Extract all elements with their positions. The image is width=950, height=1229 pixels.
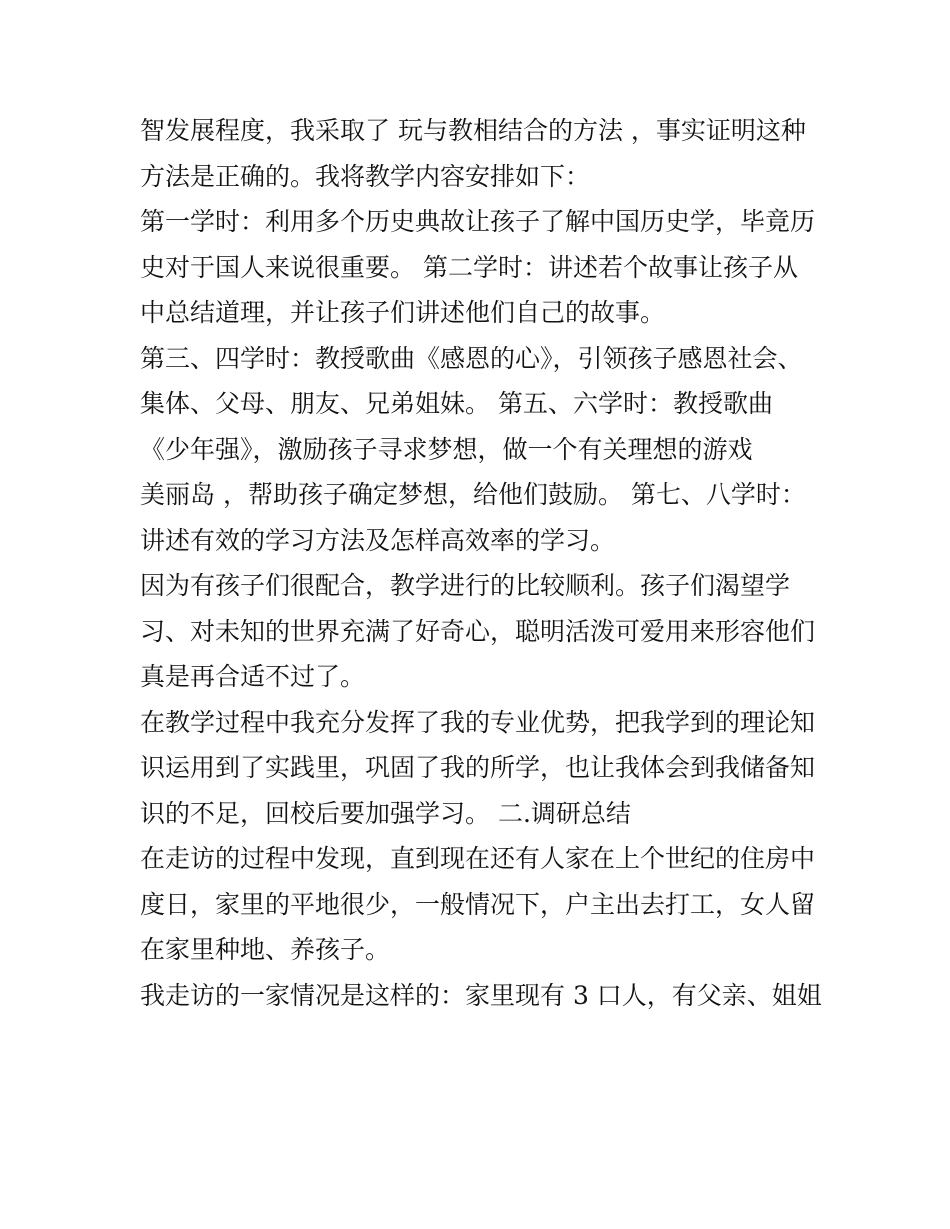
- text-line: 《少年强》，激励孩子寻求梦想，做一个有关理想的游戏: [140, 434, 753, 464]
- text-line: 美丽岛 ，帮助孩子确定梦想，给他们鼓励。 第七、八学时：: [140, 480, 806, 509]
- text-line: 中总结道理，并让孩子们讲述他们自己的故事。: [140, 298, 666, 327]
- document-body: [140, 108, 830, 1018]
- text-line: 识的不足，回校后要加强学习。 二.调研总结: [140, 798, 631, 828]
- text-line: 讲述有效的学习方法及怎样高效率的学习。: [140, 525, 616, 555]
- text-line: 我走访的一家情况是这样的：家里现有 3 口人，有父亲、姐姐: [140, 980, 822, 1010]
- text-line: 因为有孩子们很配合，教学进行的比较顺利。孩子们渴望学: [140, 571, 791, 600]
- text-line: 度日，家里的平地很少，一般情况下，户主出去打工，女人留: [140, 889, 816, 919]
- text-line: 方法是正确的。我将教学内容安排如下：: [140, 161, 591, 191]
- text-line: 在家里种地、养孩子。: [140, 935, 391, 964]
- text-line: 智发展程度，我采取了 玩与教相结合的方法 ，事实证明这种: [140, 116, 806, 145]
- text-line: 识运用到了实践里，巩固了我的所学，也让我体会到我储备知: [140, 753, 816, 782]
- text-line: 在教学过程中我充分发挥了我的专业优势，把我学到的理论知: [140, 707, 816, 737]
- text-line: 在走访的过程中发现，直到现在还有人家在上个世纪的住房中: [140, 844, 816, 873]
- text-line: 史对于国人来说很重要。 第二学时：讲述若个故事让孩子从: [140, 252, 798, 282]
- text-line: 第三、四学时：教授歌曲《感恩的心》，引领孩子感恩社会、: [140, 343, 803, 373]
- text-line: 集体、父母、朋友、兄弟姐妹。 第五、六学时：教授歌曲: [140, 389, 773, 418]
- text-line: 习、对未知的世界充满了好奇心，聪明活泼可爱用来形容他们: [140, 616, 816, 646]
- text-line: 真是再合适不过了。: [140, 662, 366, 691]
- text-line: 第一学时：利用多个历史典故让孩子了解中国历史学，毕竟历: [140, 207, 816, 236]
